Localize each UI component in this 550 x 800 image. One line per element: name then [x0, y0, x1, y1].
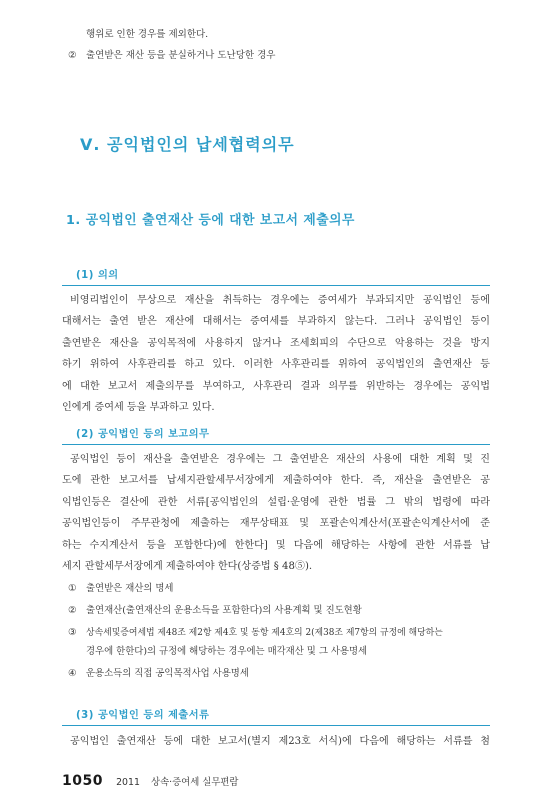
- list-marker: ②: [68, 50, 77, 61]
- text-line: 공익법인등이 주무관청에 제출하는 재무상태표 및 포괄손익계산서(포괄손익계산서에 준: [62, 518, 490, 530]
- text-line: 대해서는 출연 받은 재산에 대해서는 증여세를 부과하지 않는다. 그러나 공익법인 등이: [62, 316, 490, 328]
- text-line: 세지 관할세무서장에게 제출하여야 한다(상증법 § 48⑤).: [62, 561, 313, 573]
- list-item: [68, 48, 275, 64]
- list-item-text: 출연재산(출연재산의 운용소득을 포함한다)의 사용계획 및 진도현황: [86, 605, 362, 616]
- page-footer: [62, 771, 238, 792]
- continuation-text: 행위로 인한 경우를 제외한다.: [86, 29, 209, 40]
- text-line: 도에 관한 보고서를 납세지관할세무서장에게 제출하여야 한다. 즉, 재산을 출연받은 공: [62, 475, 490, 487]
- list-item-text: 출연받은 재산 등을 분실하거나 도난당한 경우: [86, 50, 276, 61]
- footer-year: 2011: [116, 777, 140, 788]
- text-line: 하기 위하여 사후관리를 하고 있다. 이러한 사후관리를 위하여 공익법인의 출연재산 등: [62, 359, 490, 371]
- text-line: 하는 수지계산서 등을 포함한다)에 한한다] 및 다음에 해당하는 사항에 관한 서류를 납: [62, 539, 490, 551]
- list-item-text: 운용소득의 직접 공익목적사업 사용명세: [86, 668, 249, 679]
- list-marker: ③: [68, 627, 77, 638]
- list-item: [68, 623, 443, 643]
- chapter-title: Ⅴ. 공익법인의 납세협력의무: [80, 135, 295, 154]
- subsection-rule: [62, 725, 490, 726]
- subsection-rule: [62, 285, 490, 286]
- list-marker: ②: [68, 605, 77, 616]
- subsection-rule: [62, 444, 490, 445]
- subsection-title: (2) 공익법인 등의 보고의무: [76, 429, 210, 440]
- paragraph-documents: [62, 731, 490, 752]
- list-marker: ①: [68, 583, 77, 594]
- list-item-text: 상속세및증여세법 제48조 제2항 제4호 및 동항 제4호의 2(제38조 제7항의 규정에 해당하는: [86, 628, 443, 638]
- text-line: 공익법인 출연재산 등에 대한 보고서(별지 제23호 서식)에 다음에 해당하는 서류를 첨: [70, 736, 490, 747]
- list-marker: ④: [68, 668, 77, 679]
- paragraph-reporting-duty: [62, 449, 490, 577]
- paragraph-significance: [62, 290, 490, 418]
- list-item: [68, 579, 173, 598]
- text-line: 공익법인 등이 재산을 출연받은 경우에는 그 출연받은 재산의 사용에 대한 계획 및 진: [70, 454, 490, 465]
- text-line: 인에게 증여세 등을 부과하고 있다.: [62, 402, 215, 414]
- list-item-text: 출연받은 재산의 명세: [86, 583, 174, 594]
- subsection-title: (3) 공익법인 등의 제출서류: [76, 710, 210, 721]
- text-line: 익법인등은 결산에 관한 서류[공익법인의 설립·운영에 관한 법률 그 밖의 법령에 따라: [62, 496, 490, 508]
- text-line: 비영리법인이 무상으로 재산을 취득하는 경우에는 증여세가 부과되지만 공익법인 등에: [70, 295, 490, 306]
- list-item: [68, 664, 249, 683]
- text-line: 출연받은 재산을 공익목적에 사용하지 않거나 조세회피의 수단으로 악용하는 것을 방지: [62, 337, 490, 349]
- list-item: [68, 601, 362, 620]
- text-line: 에 대한 보고서 제출의무를 부여하고, 사후관리 결과 의무를 위반하는 경우에는 공익법: [62, 380, 490, 392]
- subsection-title: (1) 의의: [76, 270, 119, 281]
- page-number: 1050: [62, 773, 103, 789]
- section-title: 1. 공익법인 출연재산 등에 대한 보고서 제출의무: [66, 213, 355, 228]
- list-item-continuation: 경우에 한한다)의 규정에 해당하는 경우에는 매각재산 및 그 사용명세: [86, 646, 368, 657]
- footer-book-title: 상속·증여세 실무편람: [151, 777, 239, 788]
